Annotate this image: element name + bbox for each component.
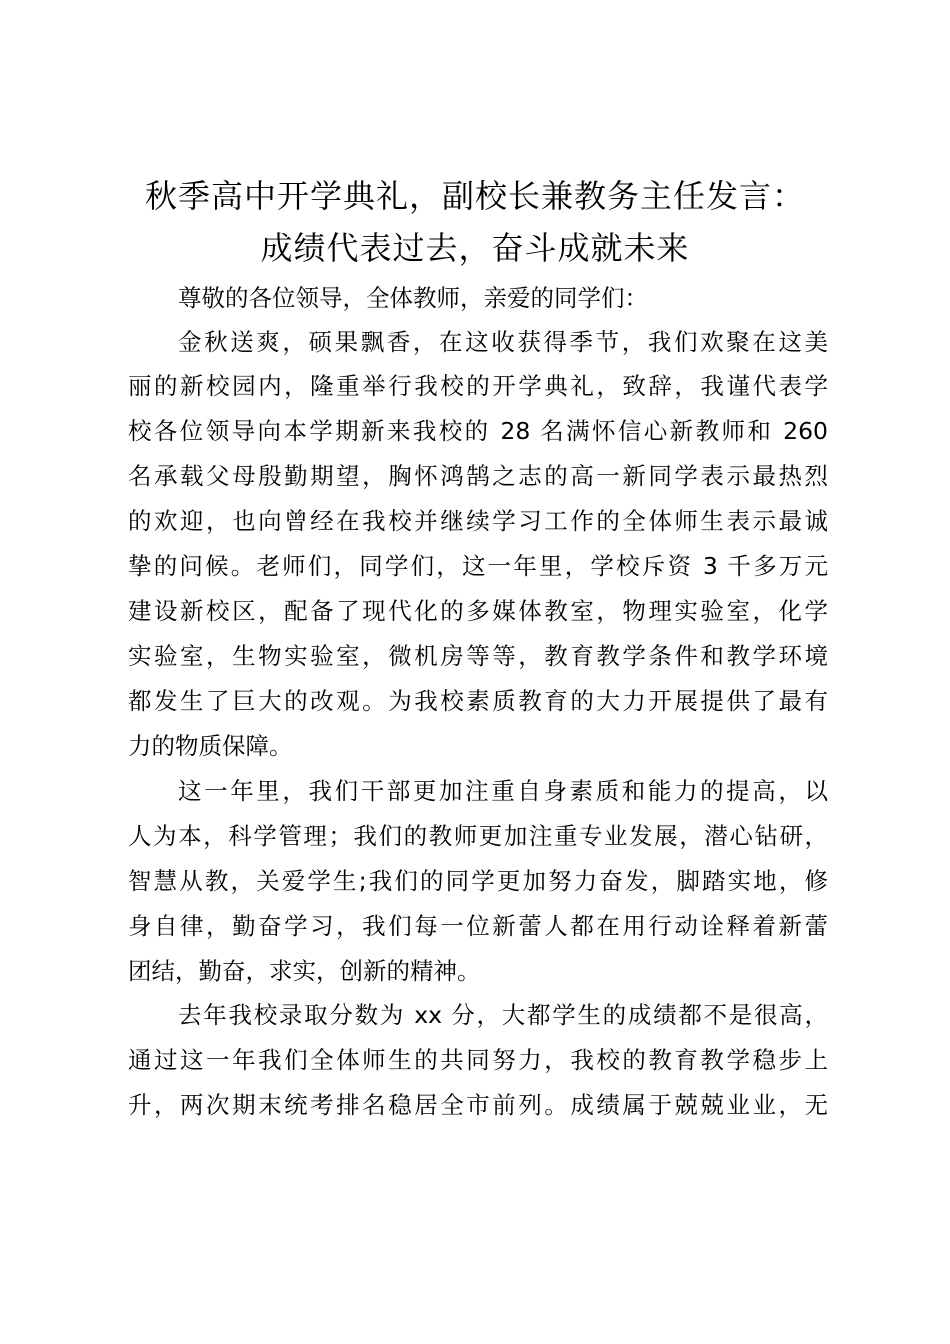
paragraph-line: 人为本，科学管理；我们的教师更加注重专业发展，潜心钻研，: [128, 822, 828, 850]
document-title-line-1: 秋季高中开学典礼，副校长兼教务主任发言：: [144, 177, 805, 215]
document-title-line-2: 成绩代表过去，奋斗成就未来: [260, 229, 690, 267]
paragraph-line: 团结，勤奋，求实，创新的精神。: [128, 957, 481, 985]
paragraph-line: 建设新校区，配备了现代化的多媒体教室，物理实验室，化学: [128, 597, 828, 625]
paragraph-line: 这一年里，我们干部更加注重自身素质和能力的提高，以: [178, 777, 828, 805]
paragraph-line: 身自律，勤奋学习，我们每一位新蕾人都在用行动诠释着新蕾: [128, 912, 828, 940]
paragraph-line: 智慧从教，关爱学生;我们的同学更加努力奋发，脚踏实地，修: [128, 867, 828, 895]
paragraph-line: 的欢迎，也向曾经在我校并继续学习工作的全体师生表示最诚: [128, 507, 828, 535]
paragraph-line: 名承载父母殷勤期望，胸怀鸿鹄之志的高一新同学表示最热烈: [128, 462, 828, 490]
paragraph-line: 实验室，生物实验室，微机房等等，教育教学条件和教学环境: [128, 642, 828, 670]
paragraph-line: 挚的问候。老师们，同学们，这一年里，学校斥资 3 千多万元: [128, 552, 828, 580]
salutation: 尊敬的各位领导，全体教师，亲爱的同学们：: [178, 284, 648, 312]
paragraph-line: 金秋送爽，硕果飘香，在这收获得季节，我们欢聚在这美: [178, 328, 828, 356]
paragraph-line: 通过这一年我们全体师生的共同努力，我校的教育教学稳步上: [128, 1046, 828, 1074]
paragraph-line: 去年我校录取分数为 xx 分，大都学生的成绩都不是很高，: [178, 1001, 828, 1029]
paragraph-line: 校各位领导向本学期新来我校的 28 名满怀信心新教师和 260: [128, 417, 828, 445]
paragraph-line: 力的物质保障。: [128, 732, 293, 760]
paragraph-line: 都发生了巨大的改观。为我校素质教育的大力开展提供了最有: [128, 687, 828, 715]
paragraph-line: 丽的新校园内，隆重举行我校的开学典礼，致辞，我谨代表学: [128, 372, 828, 400]
paragraph-line: 升，两次期末统考排名稳居全市前列。成绩属于兢兢业业，无: [128, 1091, 828, 1119]
